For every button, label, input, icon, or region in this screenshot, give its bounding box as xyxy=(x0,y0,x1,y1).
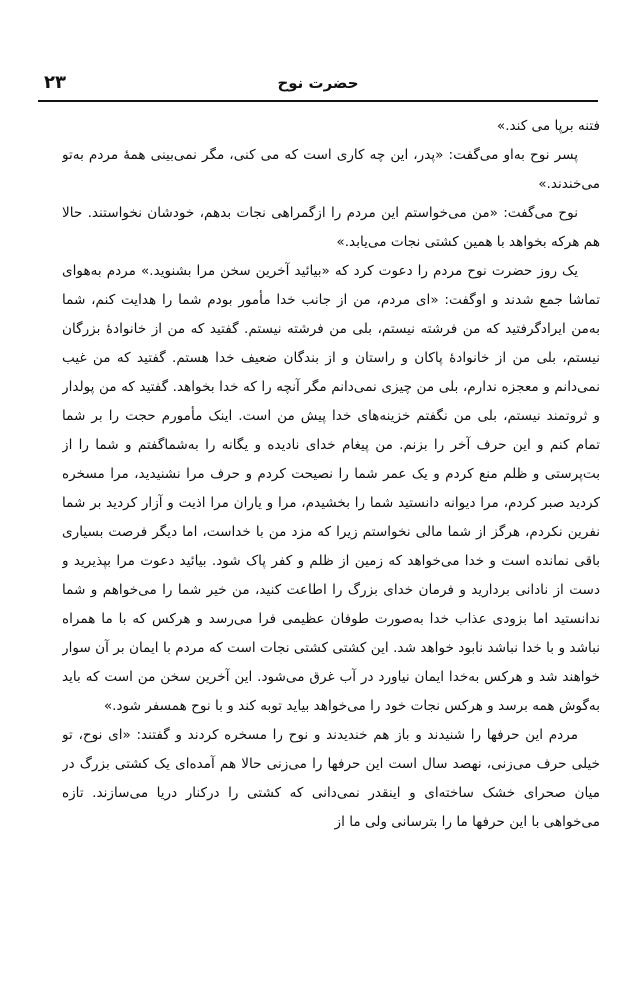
paragraph-4: یک روز حضرت نوح مردم را دعوت کرد که «بیائید آخرین سخن مرا بشنوید.» مردم به‌هوای تماشا جمع شدند و اوگفت: «ای مردم، من از جانب خدا مأمور بودم شما را هدایت کنم، شما به‌من ایرادگرفتید که من فرشته نیستم، بلی من فرشته نیستم. گفتید که من از خانوادهٔ بزرگان نیستم، بلی من از خانوادهٔ پاکان و راستان و از بندگان ضعیف خدا هستم. گفتید که من غیب نمی‌دانم و معجزه ندارم، بلی من چیزی نمی‌دانم مگر آنچه را که خدا بخواهد. گفتید که من پولدار و ثروتمند نیستم، بلی من نگفتم خزینه‌های خدا پیش من است. اینک مأمورم حجت را بر شما تمام کنم و این حرف آخر را بزنم. من پیغام خدای نادیده و یگانه را به‌شماگفتم و شما را از بت‌پرستی و ظلم منع کردم و یک عمر شما را نصیحت کردم و حرف مرا نشنیدید، مرا مسخره کردید صبر کردم، مرا دیوانه دانستید شما را بخشیدم، مرا و یاران مرا اذیت و آزار کردید بر شما نفرین نکردم، هرگز از شما مالی نخواستم زیرا که مزد من با خداست، اما دیگر فرصت بسیاری باقی نمانده است و خدا می‌خواهد که زمین از ظلم و کفر پاک شود. بیائید دعوت مرا بپذیرید و دست از نادانی بردارید و فرمان خدای بزرگ را اطاعت کنید، من خیر شما را می‌خواهم و شما ندانستید اما بزودی عذاب خدا به‌صورت طوفان عظیمی فرا می‌رسد و هرکس که با ما همراه نباشد و با خدا نباشد نابود خواهد شد. این کشتی کشتی نجات است که مردم با ایمان بر آن سوار خواهند شد و هرکس به‌خدا ایمان نیاورد در آب غرق می‌شود. این آخرین سخن من است که باید به‌گوش همه برسد و هرکس نجات خود را می‌خواهد بیاید توبه کند و با نوح همسفر شود.» xyxy=(62,263,600,714)
chapter-title: حضرت نوح xyxy=(277,74,359,92)
body-text xyxy=(62,112,600,992)
page-number: ۲۳ xyxy=(44,72,66,93)
page-header xyxy=(38,70,598,102)
paragraph-5: مردم این حرفها را شنیدند و باز هم خندیدند و نوح را مسخره کردند و گفتند: «ای نوح، تو خیلی حرف می‌زنی، نهصد سال است این حرفها را می‌زنی حالا هم آمده‌ای یک کشتی بزرگ در میان صحرای خشک ساخته‌ای و اینقدر نمی‌دانی که کشتی را درکنار دریا می‌سازند. تازه می‌خواهی با این حرفها ما را بترسانی ولی ما از xyxy=(62,727,600,830)
paragraph-3: نوح می‌گفت: «من می‌خواستم این مردم را ازگمراهی نجات بدهم، خودشان نخواستند. حالا هم هرکه بخواهد با همین کشتی نجات می‌یابد.» xyxy=(62,205,600,250)
paragraph-1: فتنه برپا می کند.» xyxy=(496,118,600,134)
paragraph-2: پسر نوح به‌او می‌گفت: «پدر، این چه کاری است که می کنی، مگر نمی‌بینی همهٔ مردم به‌تو می‌خندند.» xyxy=(62,147,600,192)
